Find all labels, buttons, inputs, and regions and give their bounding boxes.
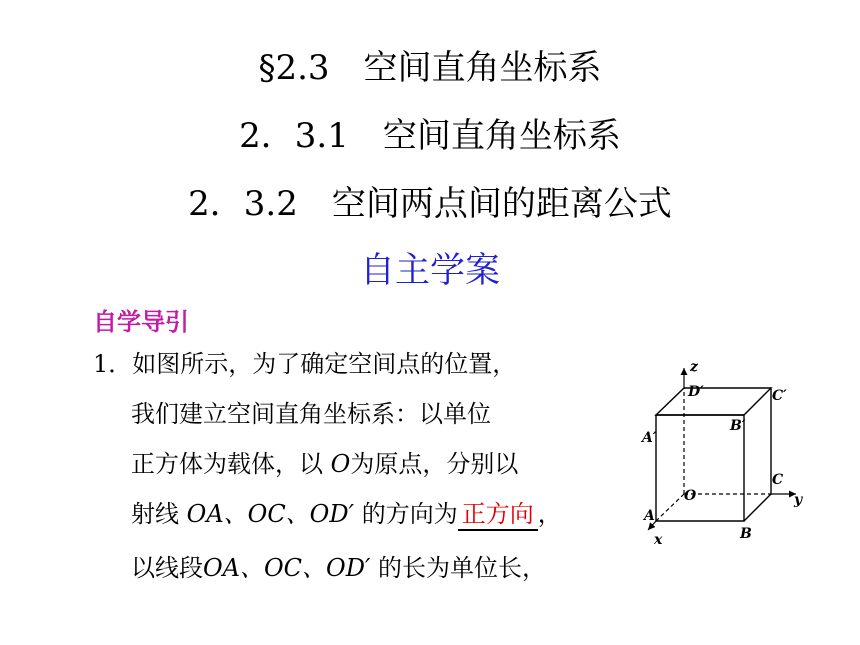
guide-line-3 bbox=[131, 448, 518, 480]
line3-text-a: 正方体为载体，以 bbox=[131, 450, 323, 478]
label-a-prime: A′ bbox=[642, 430, 657, 446]
origin-symbol: O bbox=[330, 450, 351, 478]
study-plan-title: 自主学案 bbox=[359, 251, 500, 291]
line1-text: 如图所示，为了确定空间点的位置， bbox=[132, 350, 517, 378]
line4-text-b: 的方向为 bbox=[354, 500, 458, 528]
label-c: C bbox=[772, 472, 784, 488]
label-z: z bbox=[690, 359, 698, 375]
guide-line-5 bbox=[131, 552, 546, 584]
label-a: A bbox=[644, 508, 655, 524]
subsection-title-2: 2．3.2 空间两点间的距离公式 bbox=[188, 184, 672, 224]
item-number: 1． bbox=[93, 350, 133, 378]
label-y: y bbox=[794, 492, 803, 508]
label-c-prime: C′ bbox=[772, 388, 787, 404]
hidden-edge bbox=[656, 494, 684, 521]
label-d-prime: D′ bbox=[688, 384, 704, 400]
label-o: O bbox=[684, 488, 697, 504]
label-x: x bbox=[654, 532, 663, 548]
guide-line-1 bbox=[93, 348, 516, 380]
rays-symbols: OA、OC、OD′ bbox=[186, 500, 355, 528]
self-study-heading: 自学导引 bbox=[93, 308, 189, 336]
guide-line-2: 我们建立空间直角坐标系：以单位 bbox=[131, 400, 491, 428]
line5-text-a: 以线段 bbox=[131, 554, 203, 582]
unit-cube-figure bbox=[636, 358, 816, 548]
line5-text-b: 的长为单位长， bbox=[370, 554, 547, 582]
subsection-title-1: 2．3.1 空间直角坐标系 bbox=[239, 116, 621, 156]
line4-text-c: ， bbox=[537, 500, 562, 528]
top-face bbox=[656, 388, 771, 415]
segments-symbols: OA、OC、OD′ bbox=[203, 554, 371, 582]
line4-text-a: 射线 bbox=[131, 500, 179, 528]
label-b: B bbox=[740, 526, 752, 542]
right-edge-bottom bbox=[744, 494, 771, 521]
guide-line-4 bbox=[131, 498, 562, 531]
answer-blank: 正方向 bbox=[458, 499, 538, 531]
section-title: §2.3 空间直角坐标系 bbox=[258, 48, 602, 88]
label-b-prime: B′ bbox=[730, 418, 746, 434]
line3-text-b: 为原点，分别以 bbox=[350, 450, 519, 478]
